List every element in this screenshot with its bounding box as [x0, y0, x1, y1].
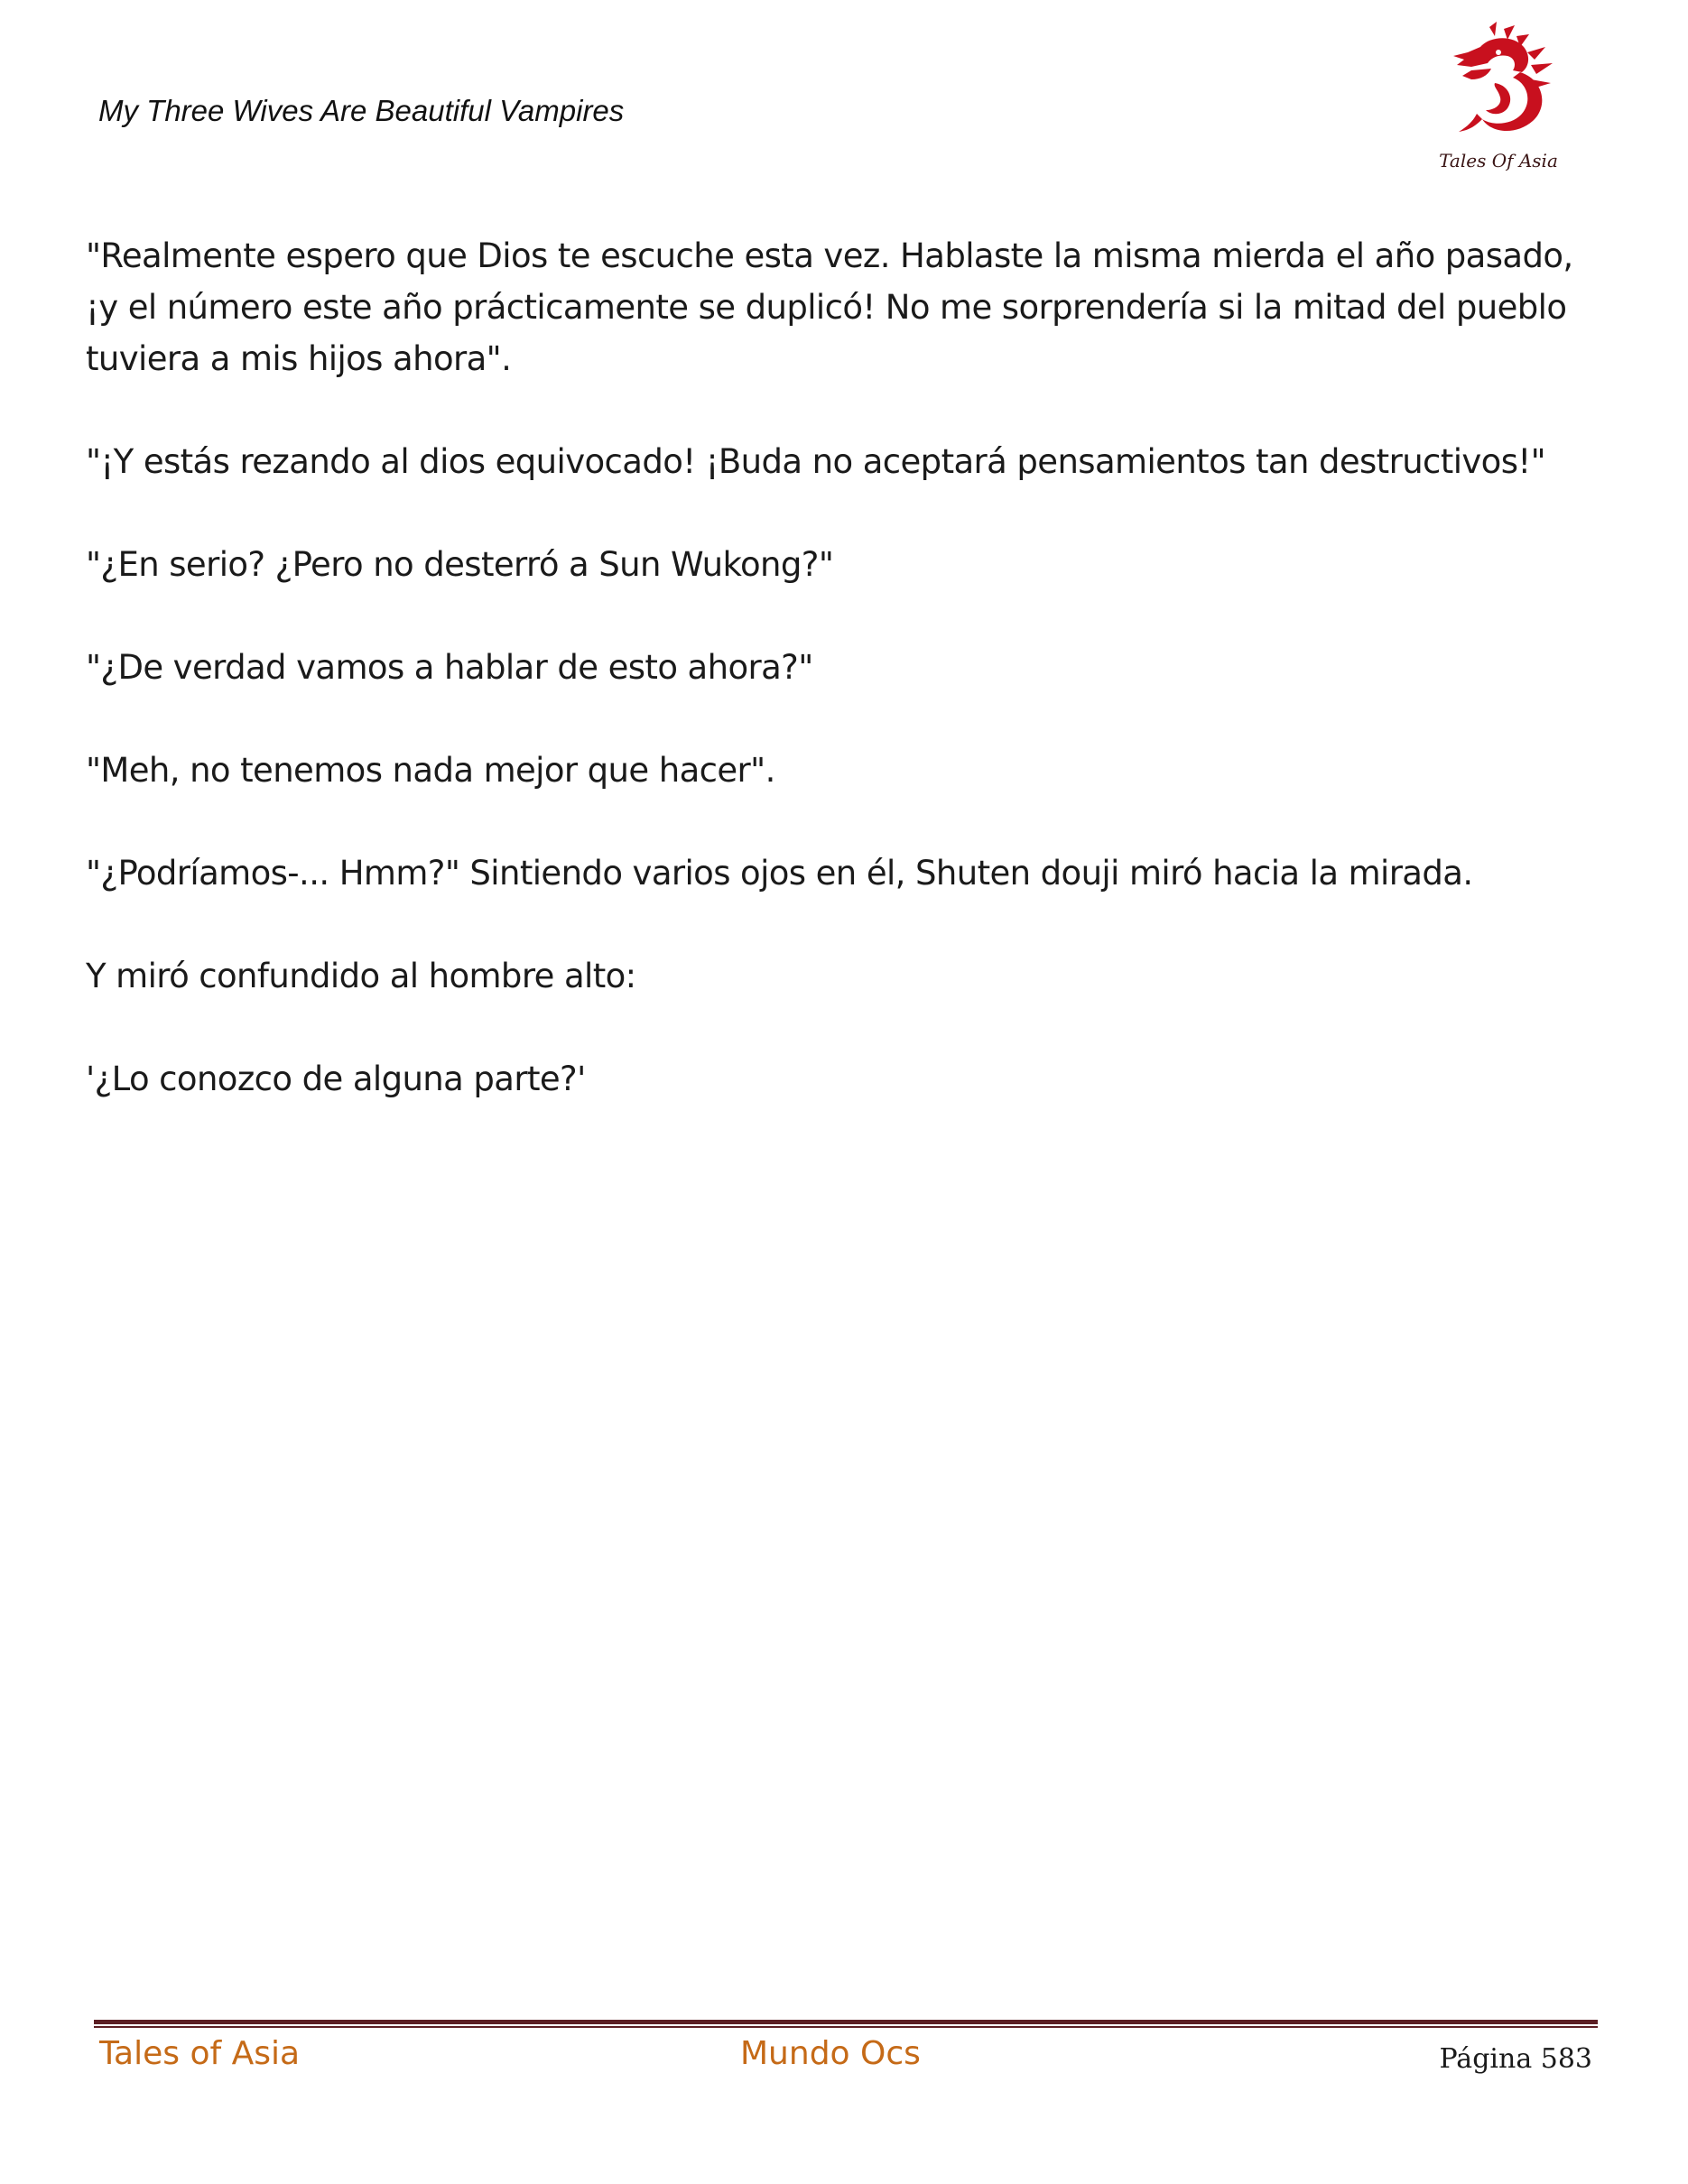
- paragraph: '¿Lo conozco de alguna parte?': [86, 1060, 586, 1098]
- paragraph: "¿Podríamos-... Hmm?" Sintiendo varios ojos en él, Shuten douji miró hacia la mirada.: [86, 854, 1473, 893]
- paragraph: "¿De verdad vamos a hablar de esto ahora?": [86, 648, 813, 687]
- footer-site-name: Tales of Asia: [99, 2035, 301, 2072]
- paragraph: "Meh, no tenemos nada mejor que hacer".: [86, 751, 775, 790]
- tales-of-asia-logo: [1426, 20, 1571, 182]
- book-title: My Three Wives Are Beautiful Vampires: [98, 94, 625, 127]
- footer-divider: [94, 2020, 1598, 2028]
- page-number: Página 583: [1439, 2043, 1592, 2075]
- logo-text: Tales Of Asia: [1439, 150, 1558, 171]
- paragraph: Y miró confundido al hombre alto:: [86, 957, 636, 995]
- paragraph: "Realmente espero que Dios te escuche esta vez. Hablaste la misma mierda el año pasado, ¡y el número este año prácticamente se duplicó! No me sorprendería si la mitad del pueblo tuviera a mis hijos ahora".: [86, 236, 1573, 378]
- paragraph: "¿En serio? ¿Pero no desterró a Sun Wukong?": [86, 545, 834, 584]
- footer-translator: Mundo Ocs: [740, 2035, 921, 2072]
- paragraph: "¡Y estás rezando al dios equivocado! ¡Buda no aceptará pensamientos tan destructivos!": [86, 442, 1546, 481]
- dragon-logo-icon: [1426, 20, 1571, 151]
- chapter-body: [86, 230, 1611, 1156]
